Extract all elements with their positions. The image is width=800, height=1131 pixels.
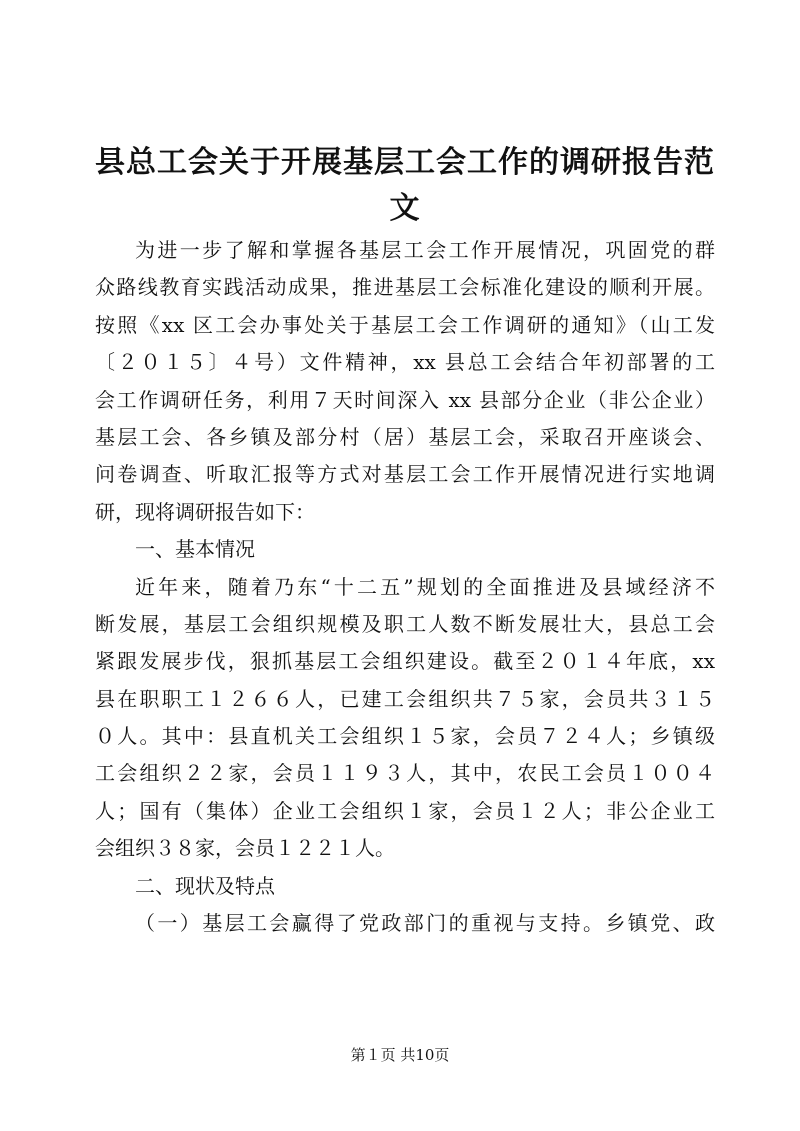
paragraph-line: 众路线教育实践活动成果，推进基层工会标准化建设的顺利开展。 <box>95 275 715 300</box>
paragraph-line: 工会组织２２家，会员１１９３人，其中，农民工会员１００４ <box>95 761 715 786</box>
paragraph-line: 近年来，随着乃东“十二五”规划的全面推进及县域经济不 <box>135 574 715 599</box>
paragraph-line: 会工作调研任务，利用７天时间深入 xx 县部分企业（非公企业） <box>95 387 715 412</box>
document-body <box>95 232 715 942</box>
document-title <box>95 140 715 232</box>
paragraph-line: 问卷调查、听取汇报等方式对基层工会工作开展情况进行实地调 <box>95 462 715 487</box>
section-heading: 二、现状及特点 <box>135 873 275 898</box>
paragraph-line: 紧跟发展步伐，狠抓基层工会组织建设。截至２０１４年底，xx <box>95 649 715 674</box>
title-line-1: 县总工会关于开展基层工会工作的调研报告范 <box>95 145 715 180</box>
paragraph-line: ０人。其中：县直机关工会组织１５家，会员７２４人；乡镇级 <box>95 724 715 749</box>
paragraph-line: 按照《xx 区工会办事处关于基层工会工作调研的通知》（山工发 <box>95 312 715 337</box>
section-heading: 一、基本情况 <box>135 537 255 562</box>
paragraph-line: 〔２０１５〕４号）文件精神，xx 县总工会结合年初部署的工 <box>95 350 715 375</box>
paragraph-line: 县在职职工１２６６人，已建工会组织共７５家，会员共３１５ <box>95 686 715 711</box>
title-line-2: 文 <box>389 191 421 226</box>
paragraph-line: 研，现将调研报告如下： <box>95 499 315 524</box>
paragraph-line: 人；国有（集体）企业工会组织１家，会员１２人；非公企业工 <box>95 798 715 823</box>
page-footer: 第１页 共10页 <box>350 1046 450 1064</box>
paragraph-line: 基层工会、各乡镇及部分村（居）基层工会，采取召开座谈会、 <box>95 424 715 449</box>
paragraph-line: 断发展，基层工会组织规模及职工人数不断发展壮大，县总工会 <box>95 611 715 636</box>
paragraph-line: 会组织３８家，会员１２２１人。 <box>95 836 395 861</box>
paragraph-line: （一）基层工会赢得了党政部门的重视与支持。乡镇党、政 <box>135 911 715 936</box>
paragraph-line: 为进一步了解和掌握各基层工会工作开展情况，巩固党的群 <box>135 238 715 262</box>
